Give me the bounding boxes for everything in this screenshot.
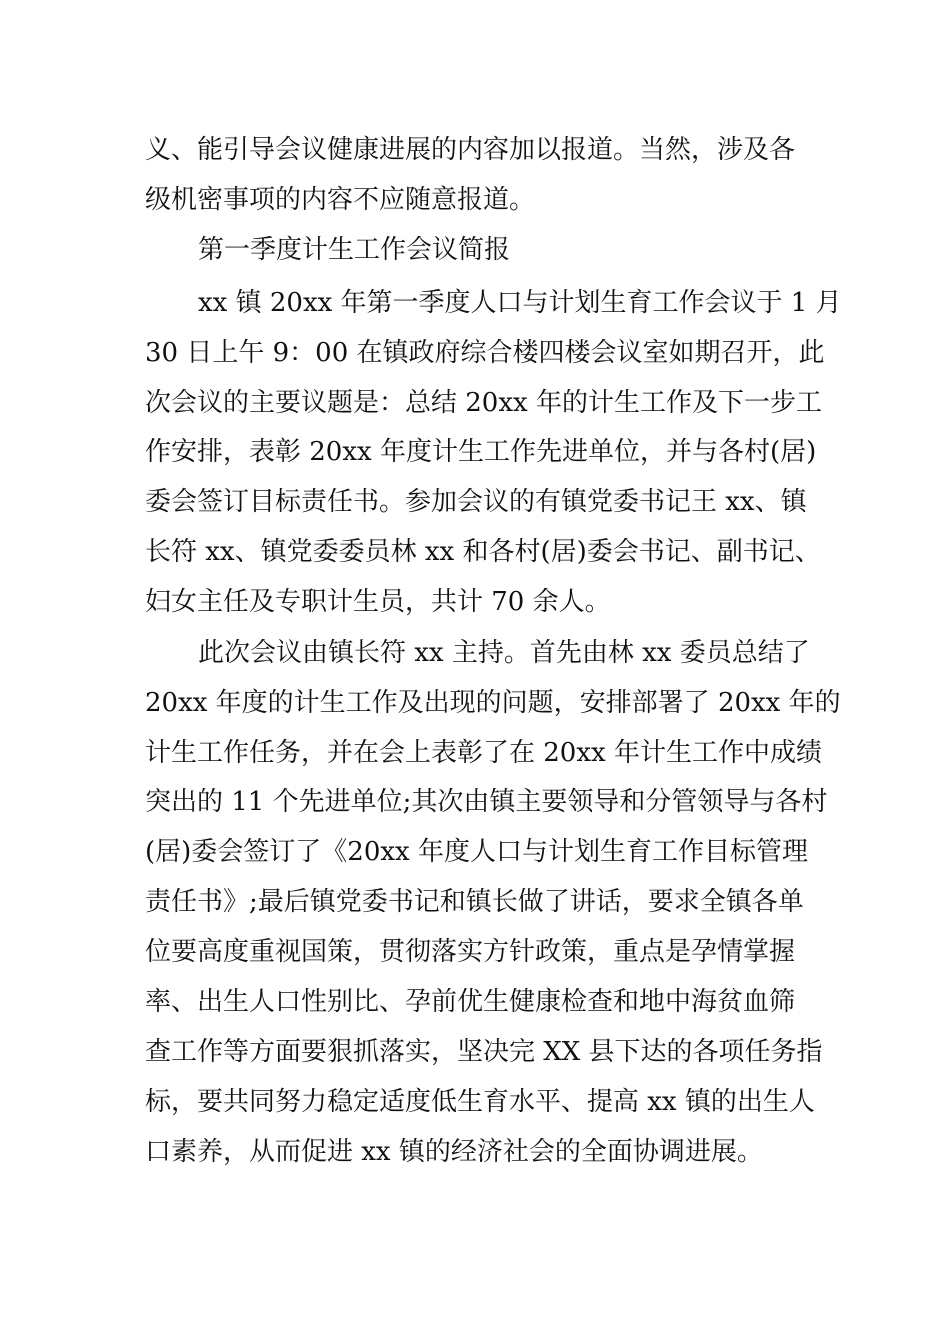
paragraph-2-line-4: 作安排，表彰 20xx 年度计生工作先进单位，并与各村(居): [145, 437, 817, 467]
paragraph-3-line-7: 位要高度重视国策，贯彻落实方针政策，重点是孕情掌握: [145, 937, 796, 967]
paragraph-3-line-9: 查工作等方面要狠抓落实，坚决完 XX 县下达的各项任务指: [145, 1037, 823, 1067]
paragraph-2-line-6: 长符 xx、镇党委委员林 xx 和各村(居)委会书记、副书记、: [145, 537, 821, 567]
paragraph-3-line-2: 20xx 年度的计生工作及出现的问题，安排部署了 20xx 年的: [145, 688, 841, 718]
section-heading: 第一季度计生工作会议简报: [198, 235, 511, 265]
paragraph-2-line-5: 委会签订目标责任书。参加会议的有镇党委书记王 xx、镇: [145, 487, 807, 517]
paragraph-3-line-8: 率、出生人口性别比、孕前优生健康检查和地中海贫血筛: [145, 987, 796, 1017]
paragraph-3-line-6: 责任书》;最后镇党委书记和镇长做了讲话，要求全镇各单: [145, 887, 804, 917]
paragraph-3-line-1: 此次会议由镇长符 xx 主持。首先由林 xx 委员总结了: [198, 638, 810, 668]
paragraph-2-line-3: 次会议的主要议题是：总结 20xx 年的计生工作及下一步工: [145, 388, 822, 418]
paragraph-2-line-7: 妇女主任及专职计生员，共计 70 余人。: [145, 587, 611, 617]
paragraph-3-line-3: 计生工作任务，并在会上表彰了在 20xx 年计生工作中成绩: [145, 738, 822, 768]
paragraph-2-line-2: 30 日上午 9：00 在镇政府综合楼四楼会议室如期召开，此: [145, 338, 825, 368]
paragraph-1-line-2: 级机密事项的内容不应随意报道。: [145, 185, 536, 215]
paragraph-3-line-5: (居)委会签订了《20xx 年度人口与计划生育工作目标管理: [145, 837, 808, 867]
paragraph-3-line-11: 口素养，从而促进 xx 镇的经济社会的全面协调进展。: [145, 1137, 763, 1167]
paragraph-3-line-10: 标，要共同努力稳定适度低生育水平、提高 xx 镇的出生人: [145, 1087, 815, 1117]
paragraph-2-line-1: xx 镇 20xx 年第一季度人口与计划生育工作会议于 1 月: [198, 288, 842, 318]
paragraph-3-line-4: 突出的 11 个先进单位;其次由镇主要领导和分管领导与各村: [145, 787, 828, 817]
paragraph-1-line-1: 义、能引导会议健康进展的内容加以报道。当然，涉及各: [145, 135, 796, 165]
